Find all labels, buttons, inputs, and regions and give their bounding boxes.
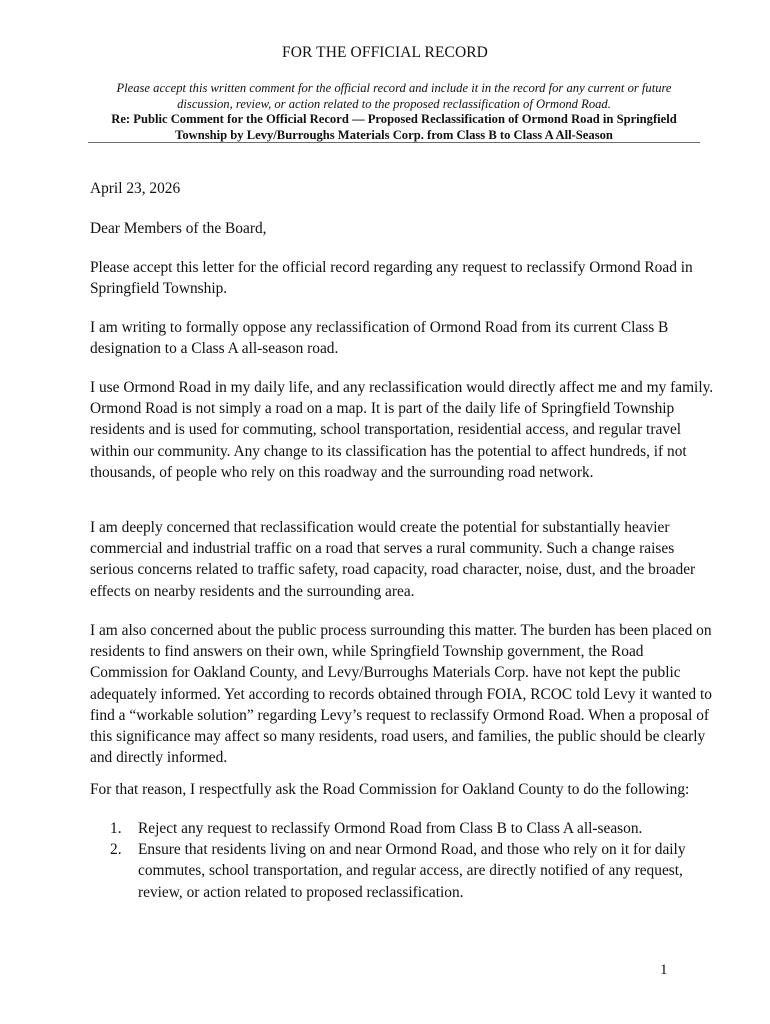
list-item xyxy=(90,818,710,839)
paragraph-text: I am deeply concerned that reclassification would create the potential for substantially heavier commercial and industrial traffic on a road that serves a rural community. Such a change raises serious concerns related to traffic safety, road capacity, road character, noise, dust, and the broader effects on nearby residents and the surrounding area. xyxy=(90,519,696,600)
paragraph-6 xyxy=(90,779,730,800)
subject-line: Re: Public Comment for the Official Record — Proposed Reclassification of Ormond Road in Springfield Township by Levy/Burroughs Materials Corp. from Class B to Class A All-Season xyxy=(111,112,677,142)
header-note: Please accept this written comment for the official record and include it in the record for any current or future discussion, review, or action related to the proposed reclassification of Ormond Road. xyxy=(116,81,672,111)
letter-date xyxy=(90,178,720,199)
requests-list xyxy=(90,818,710,903)
paragraph-3 xyxy=(90,377,720,483)
paragraph-text: I am also concerned about the public process surrounding this matter. The burden has been placed on residents to find answers on their own, while Springfield Township government, the Road Commission for Oakland County, and Levy/Burroughs Materials Corp. have not kept the public adequately informed. Yet according to records obtained through FOIA, RCOC told Levy it wanted to find a “workable solution” regarding Levy’s request to reclassify Ormond Road. When a proposal of this significance may affect so many residents, road users, and families, the public should be clearly and directly informed. xyxy=(90,622,712,767)
paragraph-text: For that reason, I respectfully ask the Road Commission for Oakland County to do the following: xyxy=(90,781,690,798)
page-number: 1 xyxy=(660,962,668,978)
paragraph-text: I am writing to formally oppose any reclassification of Ormond Road from its current Class B designation to a Class A all-season road. xyxy=(90,319,669,358)
list-item-text: Reject any request to reclassify Ormond Road from Class B to Class A all-season. xyxy=(138,820,643,837)
paragraph-4 xyxy=(90,517,720,602)
paragraph-1 xyxy=(90,257,720,299)
header-divider xyxy=(88,142,700,143)
paragraph-5 xyxy=(90,620,720,768)
paragraph-2 xyxy=(90,317,720,359)
list-item xyxy=(90,839,710,903)
list-number: 2. xyxy=(110,841,122,859)
salutation-text: Dear Members of the Board, xyxy=(90,220,267,237)
header-block xyxy=(88,81,700,143)
paragraph-text: Please accept this letter for the official record regarding any request to reclassify Ormond Road in Springfield Township. xyxy=(90,259,693,298)
paragraph-text: I use Ormond Road in my daily life, and any reclassification would directly affect me and my family. Ormond Road is not simply a road on a map. It is part of the daily life of Springfield Township residents and is used for commuting, school transportation, residential access, and regular travel within our community. Any change to its classification has the potential to affect hundreds, if not thousands, of people who rely on this roadway and the surrounding road network. xyxy=(90,379,714,481)
date-text: April 23, 2026 xyxy=(90,180,181,197)
list-number: 1. xyxy=(110,820,122,837)
list-item-text: Ensure that residents living on and near Ormond Road, and those who rely on it for daily commutes, school transportation, and regular access, are directly notified of any request, review, or action related to proposed reclassification. xyxy=(138,841,686,901)
document-heading: FOR THE OFFICIAL RECORD xyxy=(282,44,488,61)
salutation xyxy=(90,218,720,239)
